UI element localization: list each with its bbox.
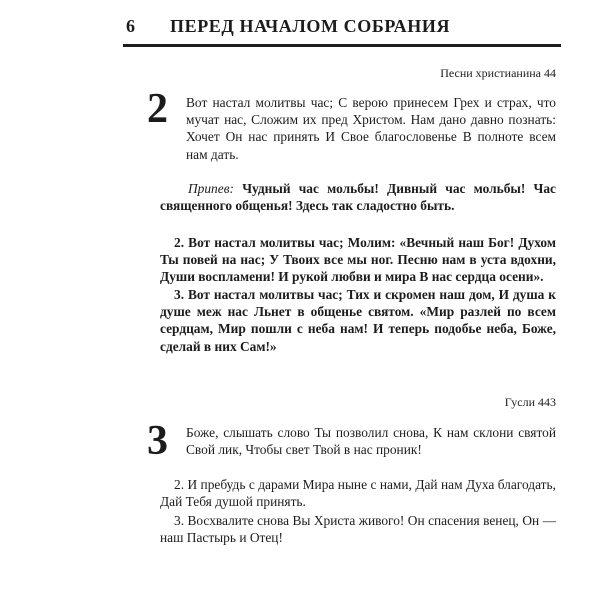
verse-1: Вот настал молитвы час; С верою принесем Грех и страх, что мучат нас, Сложим их пред Христом. Нам дано давно познать: Хочет Он нас принять И Свое благословенье В полноте всем нам дать. [186,95,556,162]
page-number: 6 [126,16,135,36]
page-header [98,16,504,38]
running-title: ПЕРЕД НАЧАЛОМ СОБРАНИЯ [170,16,451,36]
refrain [160,180,556,214]
verse-2: 2. Вот настал молитвы час; Молим: «Вечный наш Бог! Духом Ты повей на нас; У Твоих все мы ног. Песню нам в уста вдохни, Души воспламени! И рукой любви и мира В нас сердца осени». [160,235,556,285]
book-page [98,0,556,600]
header-rule [123,44,561,47]
hymn-source: Гусли 443 [504,395,556,409]
verse-3: 3. Вот настал молитвы час; Тих и скромен наш дом, И душа к душе меж нас Льнет в общенье святом. «Мир разлей по всем сердцам, Мир пошли с неба нам! И теперь подобье неба, Боже, сделай в них Сам!» [160,287,556,354]
hymn-number: 3 [147,418,168,464]
verse-2: 2. И пребудь с дарами Мира ныне с нами, Дай нам Духа благодать, Дай Тебя душой принять. [160,477,556,510]
hymn-source: Песни христианина 44 [440,66,556,80]
hymn-number: 2 [147,86,168,132]
verse-1: Боже, слышать слово Ты позволил снова, К нам склони святой Свой лик, Чтобы свет Твой в нас проник! [186,425,556,458]
refrain-text: Чудный час мольбы! Дивный час мольбы! Час священного общенья! Здесь так сладостно быть. [160,181,556,214]
verse-3: 3. Восхвалите снова Вы Христа живого! Он спасения венец, Он — наш Пастырь и Отец! [160,513,556,546]
refrain-label: Припев: [188,181,234,196]
